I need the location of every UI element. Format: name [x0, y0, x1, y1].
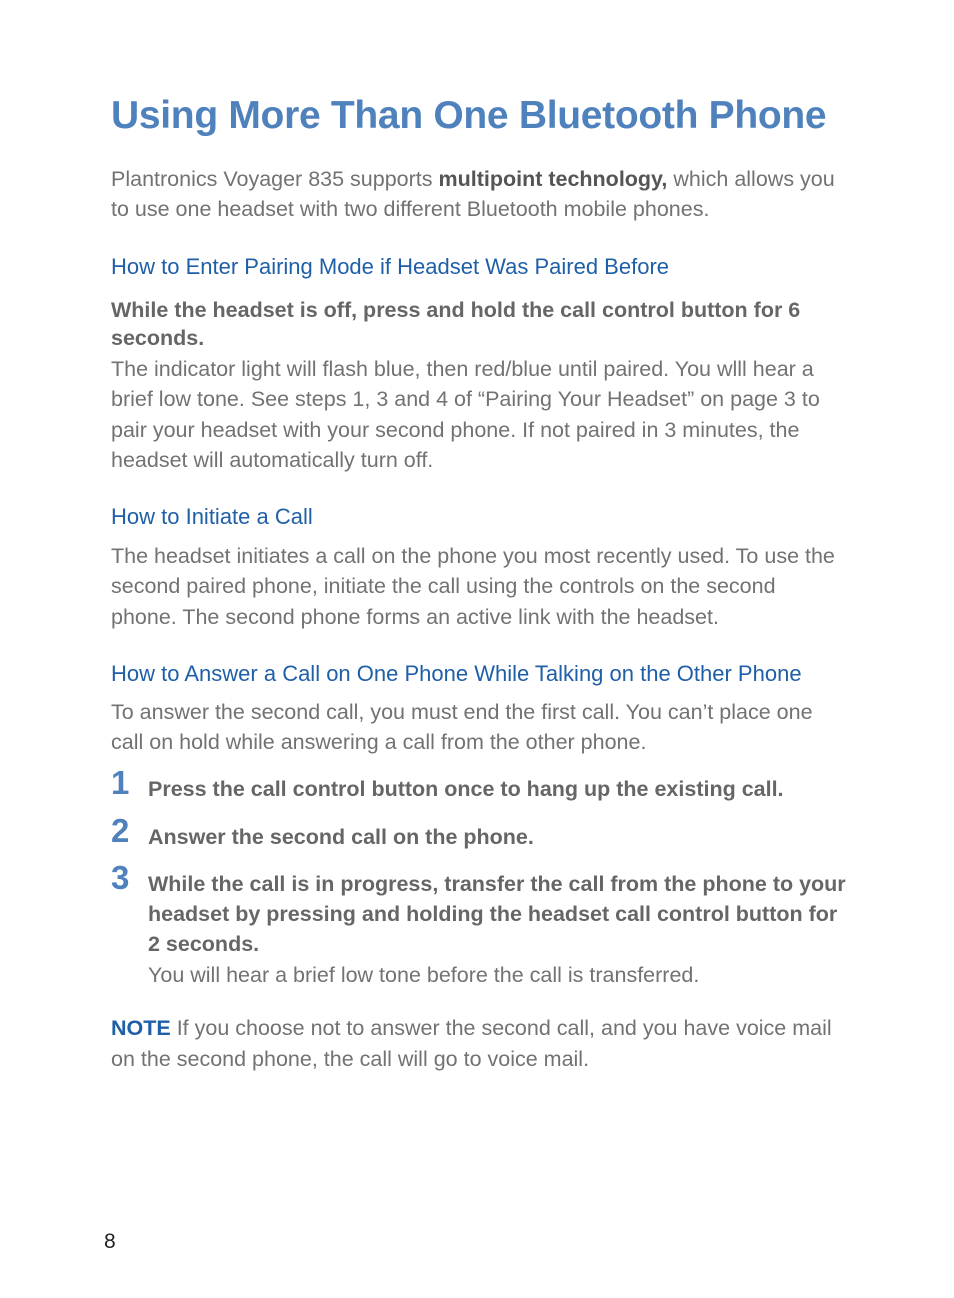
intro-paragraph: [111, 164, 846, 224]
step-number: 2: [111, 812, 130, 849]
step-text: While the call is in progress, transfer the call from the phone to your headset by pressing and holding the headset call control button for 2 seconds.: [148, 872, 846, 956]
section-heading-pairing-mode: How to Enter Pairing Mode if Headset Was Paired Before: [111, 254, 670, 279]
note-text: If you choose not to answer the second call, and you have voice mail on the second phone, the call will go to voice mail.: [111, 1016, 832, 1071]
answer-call-description: To answer the second call, you must end the first call. You can’t place one call on hold while answering a call from the other phone.: [111, 700, 813, 755]
page-title: Using More Than One Bluetooth Phone: [111, 94, 827, 137]
step-text: Answer the second call on the phone.: [148, 825, 534, 849]
intro-text-after: which allows you to use one headset with two different Bluetooth mobile phones.: [111, 167, 835, 221]
section-heading-initiate-call: How to Initiate a Call: [111, 504, 313, 529]
section-heading-answer-call: How to Answer a Call on One Phone While Talking on the Other Phone: [111, 661, 802, 686]
note-label: NOTE: [111, 1016, 171, 1040]
note-paragraph: [111, 1013, 846, 1075]
intro-text-before: Plantronics Voyager 835 supports: [111, 167, 439, 191]
step-note: You will hear a brief low tone before the call is transferred.: [148, 963, 700, 987]
pairing-description: The indicator light will flash blue, then red/blue until paired. You wlll hear a brief low tone. See steps 1, 3 and 4 of “Pairing Your Headset” on page 3 to pair your headset with your second phone. If not paired in 3 minutes, the headset will automatically turn off.: [111, 357, 820, 472]
step-number: 1: [111, 764, 130, 801]
intro-text-bold: multipoint technology,: [438, 167, 668, 191]
step-text: Press the call control button once to hang up the existing call.: [148, 777, 784, 801]
page-number: 8: [104, 1230, 116, 1253]
pairing-instruction: While the headset is off, press and hold the call control button for 6 seconds.: [111, 298, 801, 350]
step-number: 3: [111, 859, 130, 896]
initiate-call-description: The headset initiates a call on the phone you most recently used. To use the second paired phone, initiate the call using the controls on the second phone. The second phone forms an active link with the headset.: [111, 544, 835, 629]
